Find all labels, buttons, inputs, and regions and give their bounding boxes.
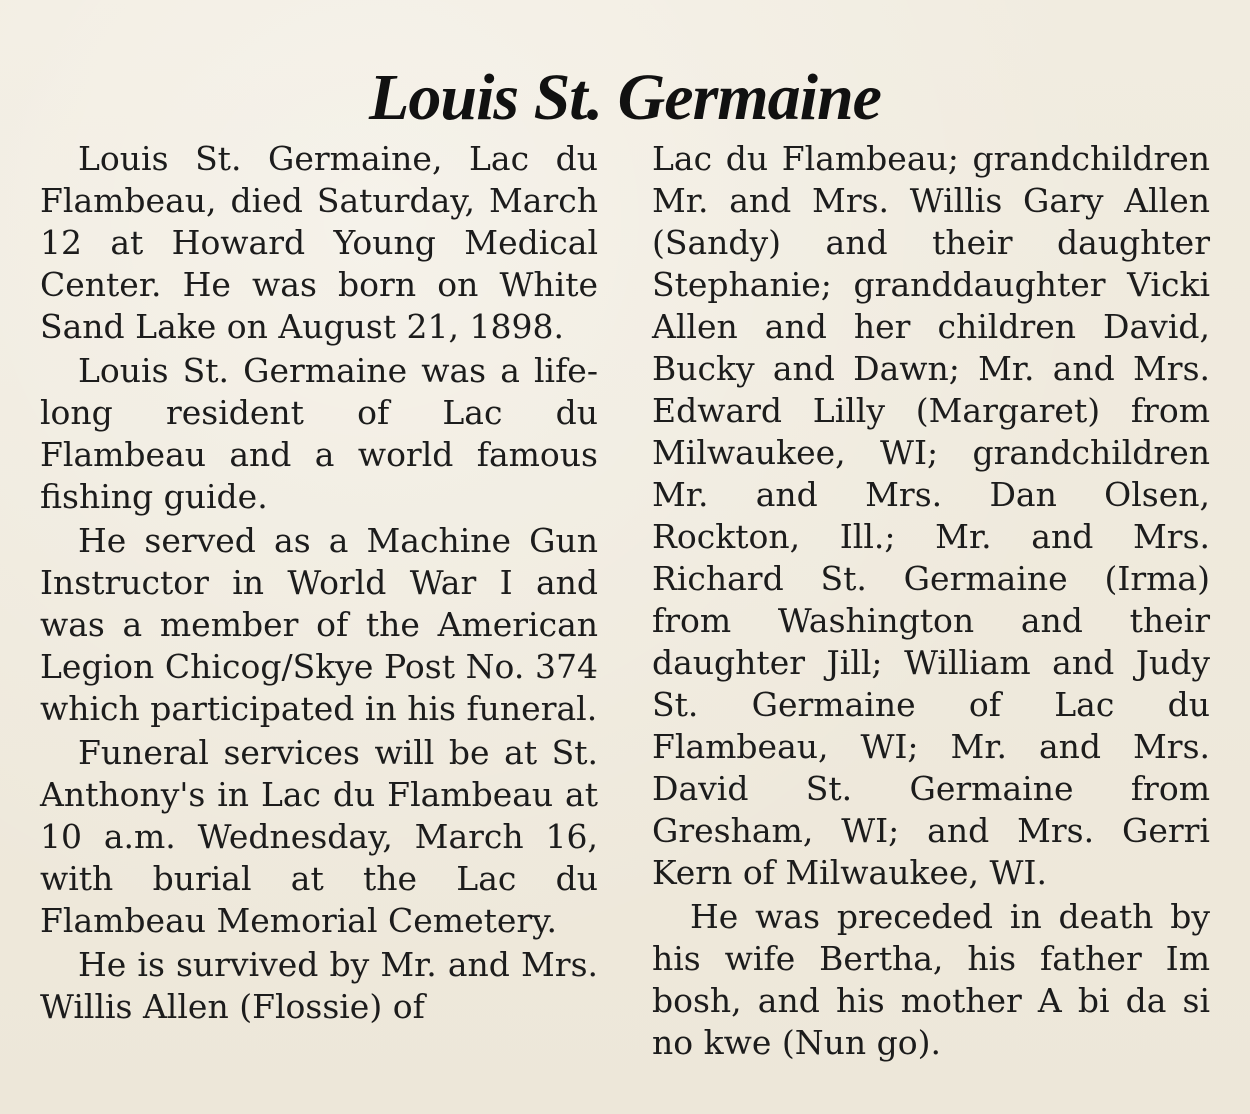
paragraph-death-notice: Louis St. Germaine, Lac du Flambeau, died Saturday, March 12 at Howard Young Medical Center. He was born on White Sand Lake on August 21, 1898. <box>40 139 598 346</box>
paragraph-survivors-start: He is survived by Mr. and Mrs. Willis Allen (Flossie) of <box>40 945 598 1026</box>
paragraph-preceded-in-death: He was preceded in death by his wife Bertha, his father Im bosh, and his mother A bi da si no kwe (Nun go). <box>652 897 1210 1062</box>
paragraph-survivors-continued: Lac du Flambeau; grandchildren Mr. and Mrs. Willis Gary Allen (Sandy) and their daughter Stephanie; granddaughter Vicki Allen and her children David, Bucky and Dawn; Mr. and Mrs. Edward Lilly (Margaret) from Milwaukee, WI; grandchildren Mr. and Mrs. Dan Olsen, Rockton, Ill.; Mr. and Mrs. Richard St. Germaine (Irma) from Washington and their daughter Jill; William and Judy St. Germaine of Lac du Flambeau, WI; Mr. and Mrs. David St. Germaine from Gresham, WI; and Mrs. Gerri Kern of Milwaukee, WI. <box>652 139 1210 892</box>
paragraph-resident: Louis St. Germaine was a life-long resident of Lac du Flambeau and a world famous fishing guide. <box>40 351 598 516</box>
paragraph-funeral-services: Funeral services will be at St. Anthony's in Lac du Flambeau at 10 a.m. Wednesday, March 16, with burial at the Lac du Flambeau Memorial Cemetery. <box>40 733 598 940</box>
right-column <box>652 138 1210 1064</box>
obituary-headline: Louis St. Germaine <box>369 61 881 135</box>
paragraph-military-service: He served as a Machine Gun Instructor in World War I and was a member of the American Legion Chicog/Skye Post No. 374 which participated in his funeral. <box>40 521 598 728</box>
left-column <box>40 138 598 1028</box>
